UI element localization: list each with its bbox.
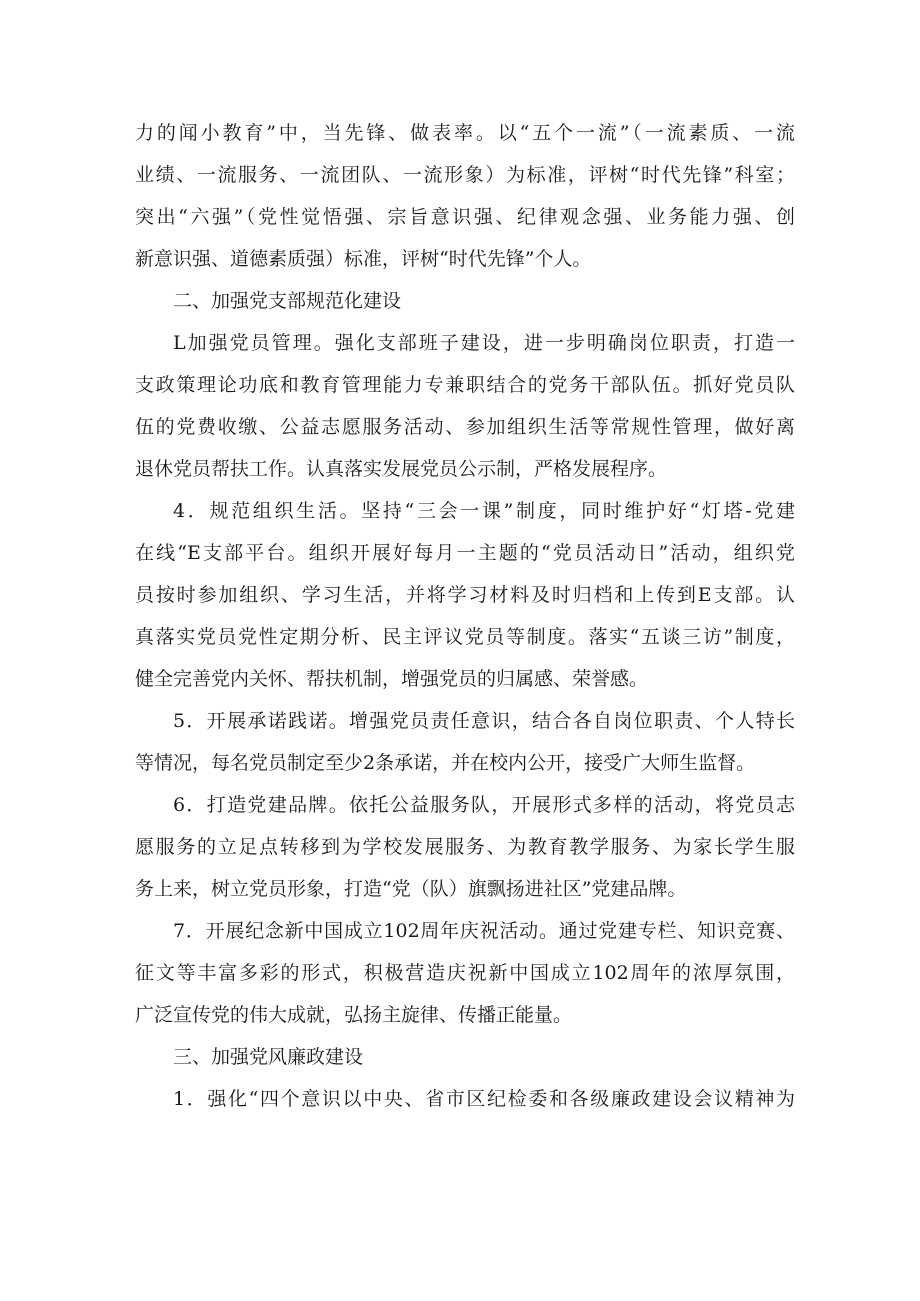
text-line: 广泛宣传党的伟大成就，弘扬主旋律、传播正能量。 [135, 1004, 573, 1026]
text-line: 5．开展承诺践诺。增强党员责任意识，结合各自岗位职责、个人特长 [173, 710, 795, 732]
text-line: 征文等丰富多彩的形式，积极营造庆祝新中国成立102周年的浓厚氛围， [135, 962, 795, 984]
text-line: 等情况，每名党员制定至少2条承诺，并在校内公开，接受广大师生监督。 [135, 752, 756, 774]
paragraph-3-1 [135, 1078, 795, 1120]
text-line: 支政策理论功底和教育管理能力专兼职结合的党务干部队伍。抓好党员队 [135, 374, 795, 396]
text-line: 突出“六强”（党性觉悟强、宗旨意识强、纪律观念强、业务能力强、创 [135, 206, 795, 228]
text-line: 伍的党费收缴、公益志愿服务活动、参加组织生活等常规性管理，做好离 [135, 416, 795, 438]
text-line: L加强党员管理。强化支部班子建设，进一步明确岗位职责，打造一 [173, 332, 795, 354]
text-line: 力的闻小教育”中，当先锋、做表率。以“五个一流”（一流素质、一流 [135, 122, 795, 144]
paragraph-7 [135, 910, 795, 1036]
paragraph-5 [135, 700, 795, 784]
text-line: 务上来，树立党员形象，打造“党（队）旗飘扬进社区”党建品牌。 [135, 878, 687, 900]
paragraph-4 [135, 490, 795, 700]
text-line: 4．规范组织生活。坚持“三会一课”制度，同时维护好“灯塔-党建 [173, 500, 795, 522]
text-line: 退休党员帮扶工作。认真落实发展党员公示制，严格发展程序。 [135, 458, 668, 480]
paragraph-6 [135, 784, 795, 910]
text-line: 健全完善党内关怀、帮扶机制，增强党员的归属感、荣誉感。 [135, 668, 649, 690]
text-line: 业绩、一流服务、一流团队、一流形象）为标准，评树“时代先锋”科室； [135, 164, 795, 186]
text-line: 新意识强、道德素质强）标准，评树“时代先锋”个人。 [135, 248, 592, 270]
paragraph-1 [135, 322, 795, 490]
paragraph-intro [135, 112, 795, 280]
document-body [135, 112, 795, 1120]
text-line: 愿服务的立足点转移到为学校发展服务、为教育教学服务、为家长学生服 [135, 836, 795, 858]
text-line: 6．打造党建品牌。依托公益服务队，开展形式多样的活动，将党员志 [173, 794, 795, 816]
section-heading-2: 二、加强党支部规范化建设 [173, 290, 402, 312]
text-line: 7．开展纪念新中国成立102周年庆祝活动。通过党建专栏、知识竞赛、 [173, 920, 795, 942]
section-heading-3: 三、加强党风廉政建设 [173, 1046, 364, 1068]
text-line: 在线“E支部平台。组织开展好每月一主题的“党员活动日”活动，组织党 [135, 542, 795, 564]
text-line: 1．强化“四个意识以中央、省市区纪检委和各级廉政建设会议精神为 [173, 1088, 795, 1110]
text-line: 真落实党员党性定期分析、民主评议党员等制度。落实“五谈三访”制度， [135, 626, 795, 648]
text-line: 员按时参加组织、学习生活，并将学习材料及时归档和上传到E支部。认 [135, 584, 795, 606]
